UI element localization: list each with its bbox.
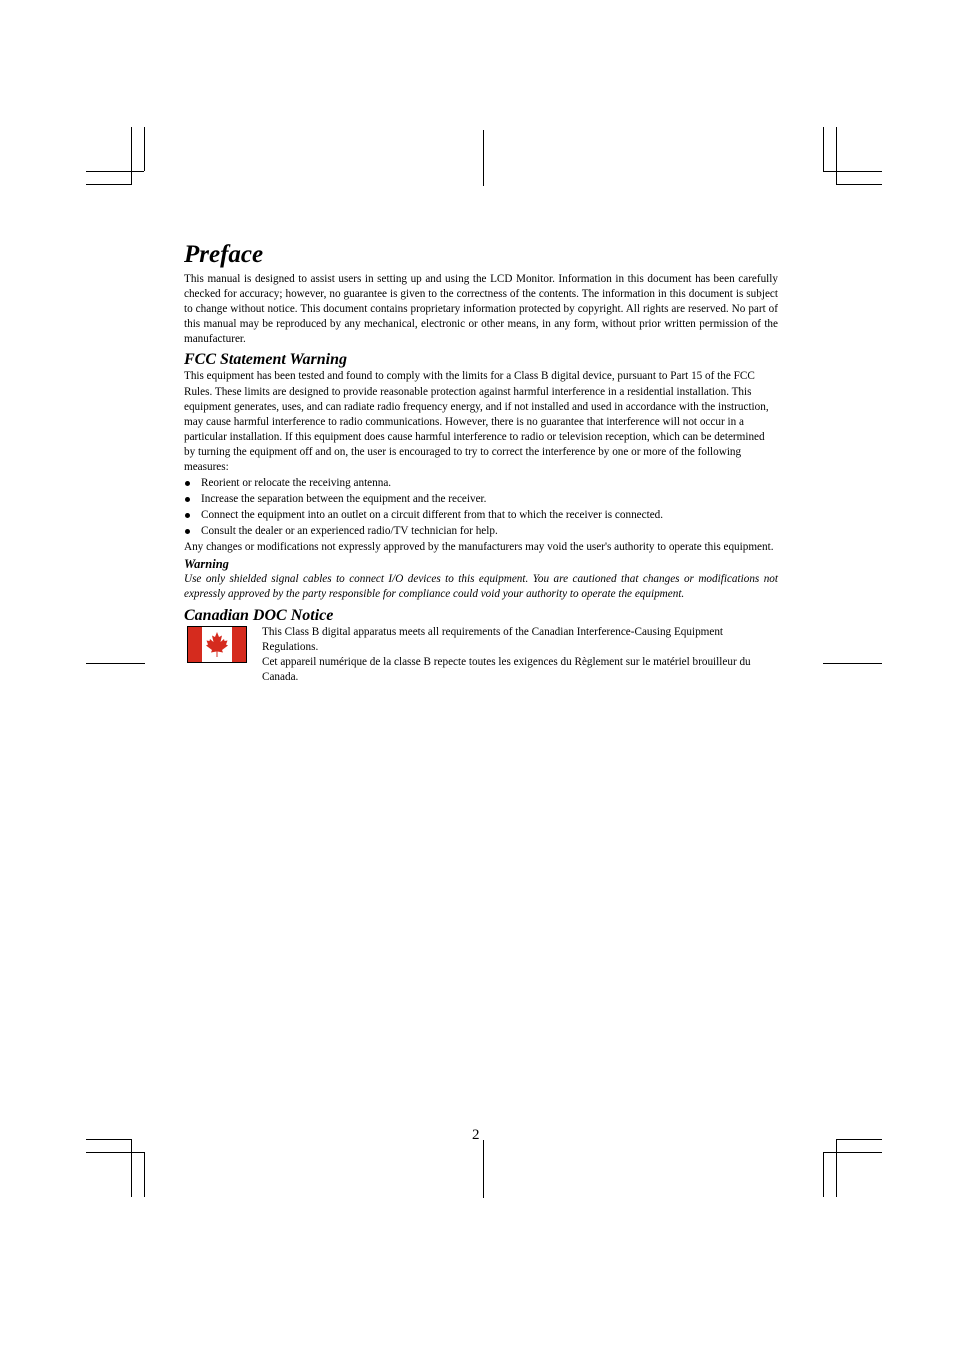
page-number: 2	[472, 1127, 480, 1143]
crop-mark	[144, 127, 145, 171]
canadian-doc-text	[262, 625, 778, 685]
list-item: Connect the equipment into an outlet on a circuit different from that to which the receiver is connected.	[184, 507, 778, 523]
crop-mark	[86, 1139, 132, 1140]
page-title: Preface	[184, 241, 264, 268]
fcc-changes-note: Any changes or modifications not expressly approved by the manufacturers may void the user's authority to operate this equipment.	[184, 540, 774, 553]
canadian-english: This Class B digital apparatus meets all requirements of the Canadian Interference-Causing Equipment Regulations.	[262, 625, 724, 653]
crop-mark	[483, 130, 484, 186]
crop-mark	[86, 663, 145, 664]
crop-mark	[131, 127, 132, 185]
list-item: Consult the dealer or an experienced radio/TV technician for help.	[184, 523, 778, 539]
canadian-doc-notice	[184, 625, 778, 685]
crop-mark	[836, 127, 837, 185]
crop-mark	[823, 127, 824, 171]
crop-mark	[823, 1152, 824, 1197]
crop-mark	[483, 1140, 484, 1198]
fcc-heading: FCC Statement Warning	[184, 351, 348, 369]
crop-mark	[86, 184, 131, 185]
crop-mark	[131, 1139, 132, 1197]
crop-mark	[836, 1139, 837, 1197]
crop-mark	[836, 1139, 882, 1140]
crop-mark	[823, 171, 882, 172]
warning-text: Use only shielded signal cables to connect I/O devices to this equipment. You are cautioned that changes or modifications not expressly approved by the party responsible for compliance could void your authority to operate the equipment.	[184, 572, 778, 600]
preface-text: This manual is designed to assist users in setting up and using the LCD Monitor. Information in this document has been carefully checked for accuracy; however, no guarantee is given to the correctness of the contents. The information in this document is subject to change without notice. This document contains proprietary information protected by copyright. All rights are reserved. No part of this manual may be reproduced by any mechanical, electronic or other means, in any form, without prior written permission of the manufacturer.	[184, 273, 778, 346]
fcc-intro: This equipment has been tested and found to comply with the limits for a Class B digital device, pursuant to Part 15 of the FCC Rules. These limits are designed to provide reasonable protection against harmful interference in a residential installation. This equipment generates, uses, and can radiate radio frequency energy, and if not installed and used in accordance with the instruction, may cause harmful interference to radio communications. However, there is no guarantee that interference will not occur in a particular installation. If this equipment does cause harmful interference to radio or television reception, which can be determined by turning the equipment off and on, the user is encouraged to try to correct the interference by one or more of the following measures:	[184, 370, 769, 474]
list-item: Reorient or relocate the receiving antenna.	[184, 475, 778, 491]
crop-mark	[836, 184, 882, 185]
warning-heading: Warning	[184, 556, 229, 571]
canadian-flag-icon	[184, 625, 262, 663]
document-body	[184, 240, 778, 685]
crop-mark	[823, 1152, 882, 1153]
canadian-doc-heading: Canadian DOC Notice	[184, 606, 334, 624]
canadian-french: Cet appareil numérique de la classe B repecte toutes les exigences du Règlement sur le matériel brouilleur du Canada.	[262, 655, 751, 684]
crop-mark	[86, 171, 144, 172]
list-item: Increase the separation between the equipment and the receiver.	[184, 491, 778, 507]
crop-mark	[144, 1152, 145, 1197]
fcc-measures-list	[184, 475, 778, 539]
crop-mark	[86, 1152, 145, 1153]
crop-mark	[823, 663, 882, 664]
